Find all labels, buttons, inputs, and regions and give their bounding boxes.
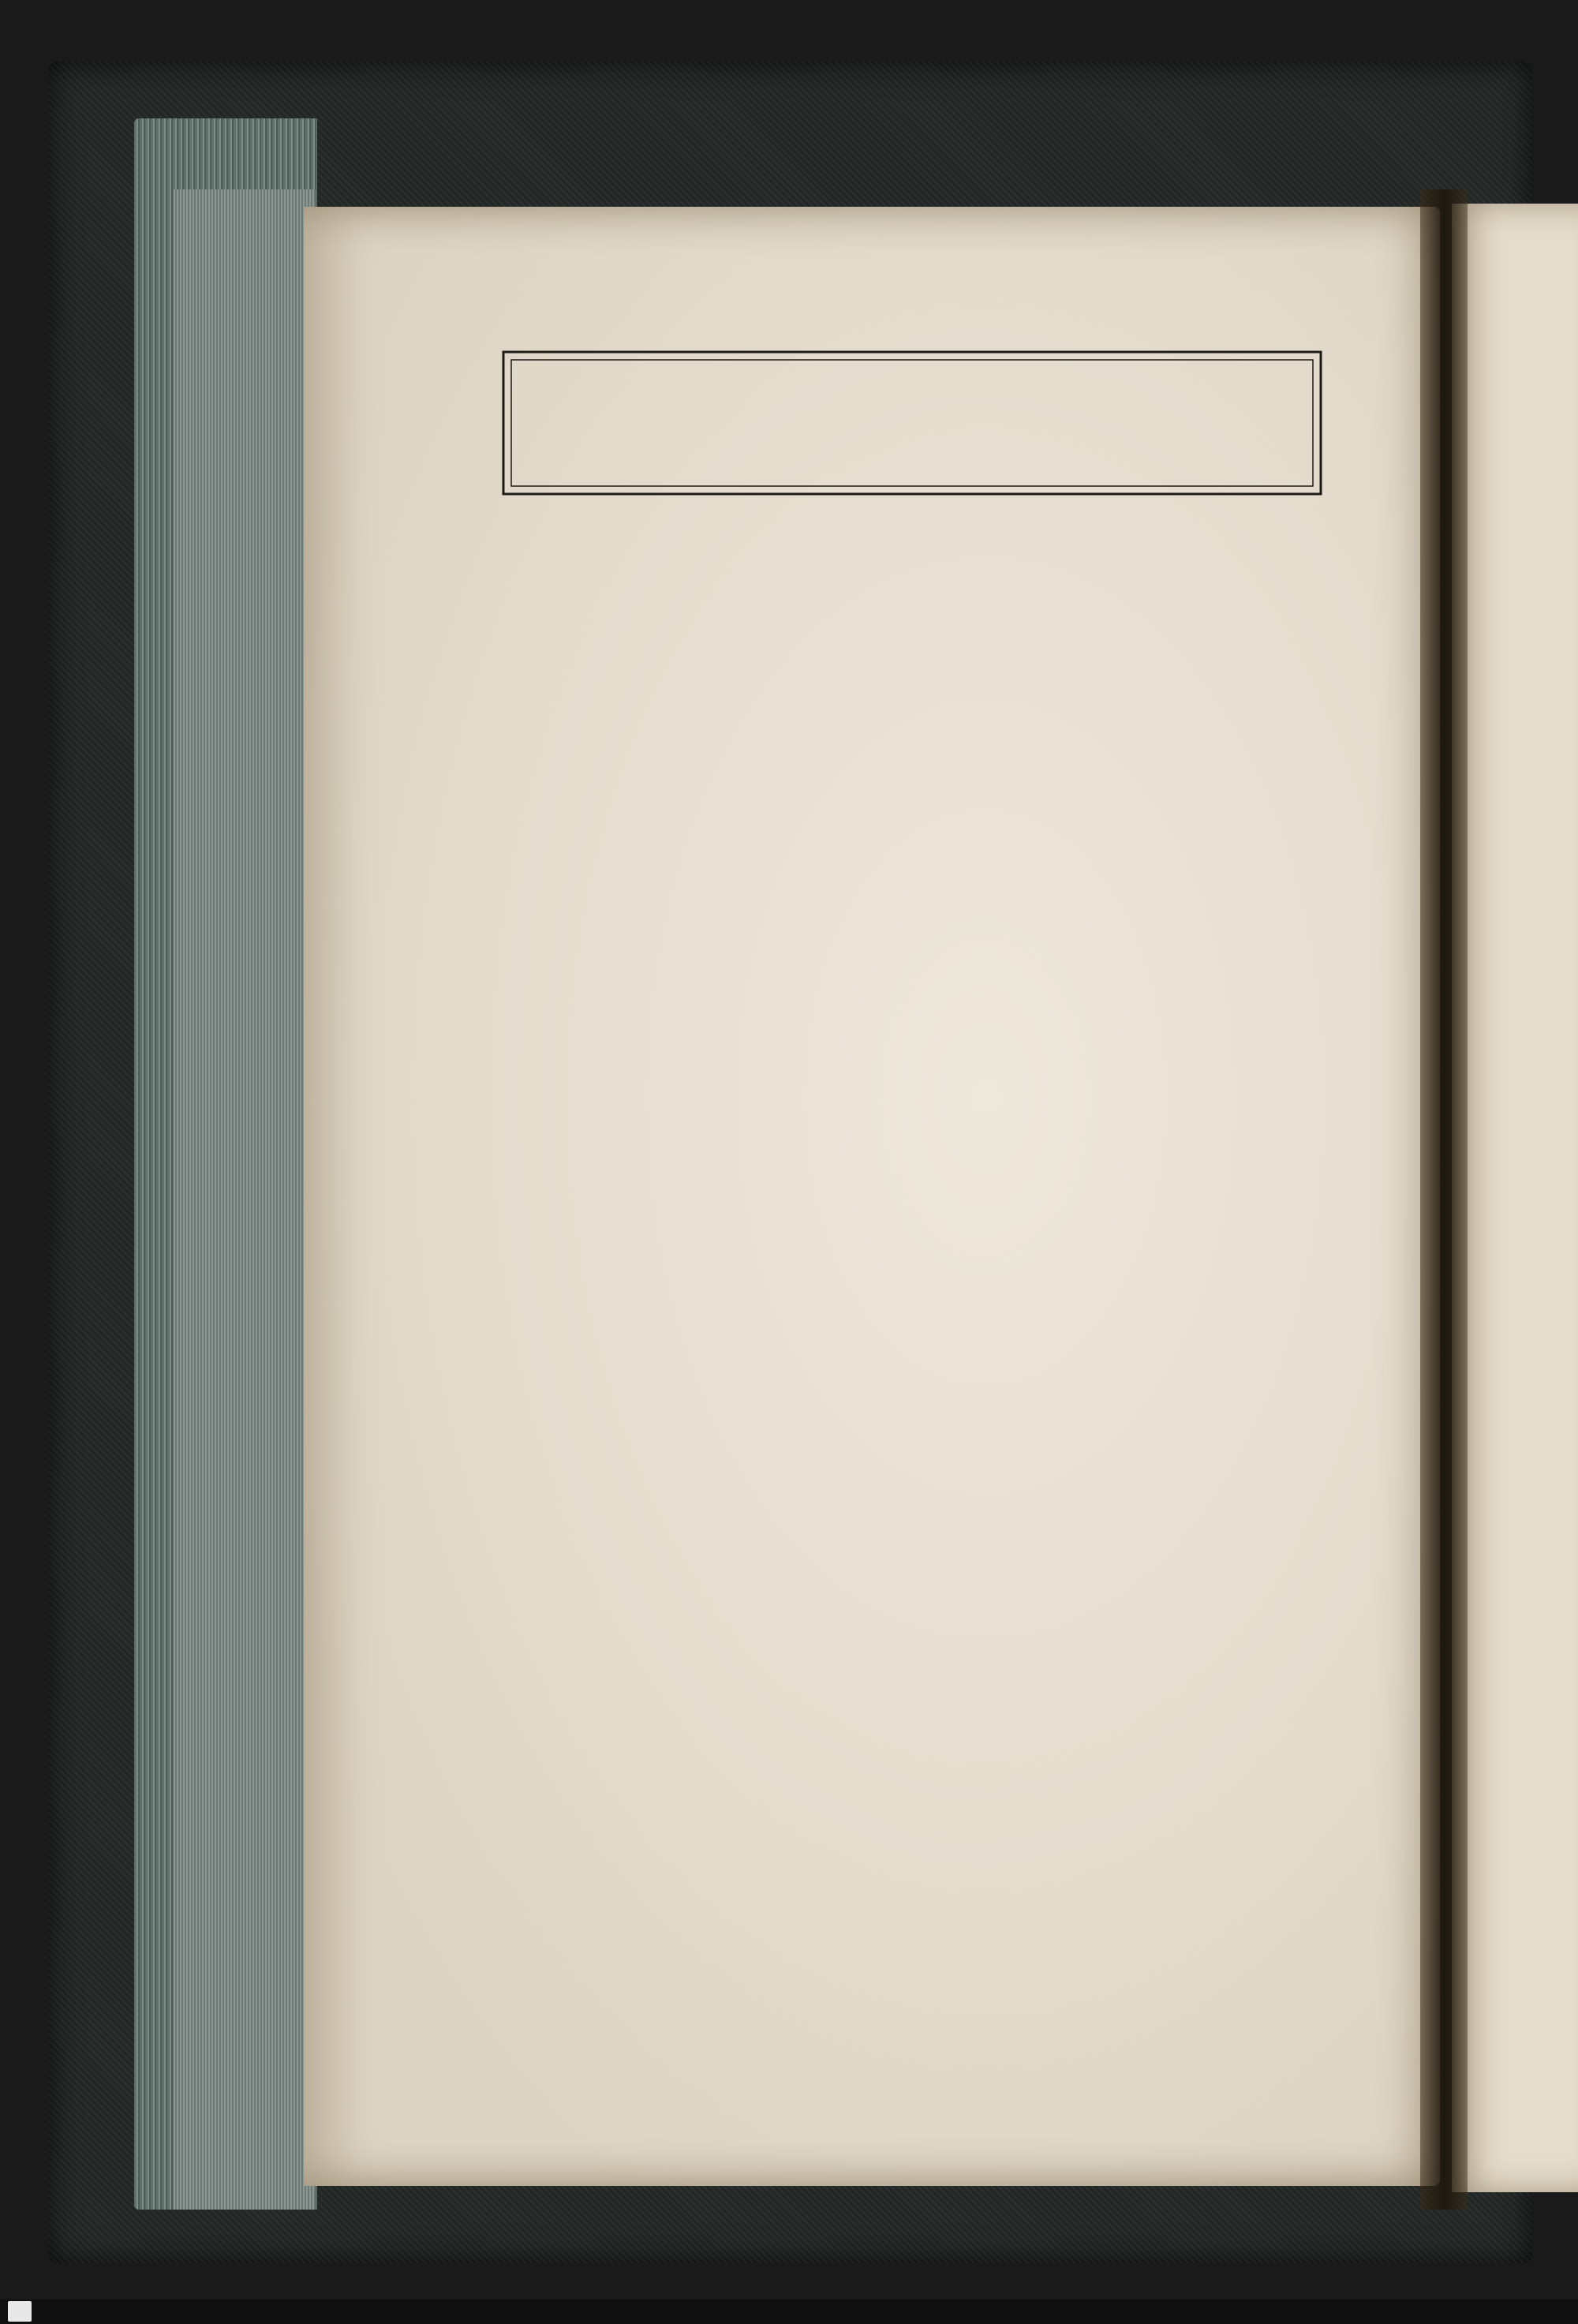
institution-logo-icon — [8, 2301, 32, 2322]
ornamental-headpiece — [491, 339, 1333, 507]
facing-page — [1452, 204, 1578, 2192]
footer-bar — [0, 2300, 1578, 2324]
book-gutter — [1420, 189, 1468, 2210]
page-edges-inner — [174, 189, 316, 2210]
